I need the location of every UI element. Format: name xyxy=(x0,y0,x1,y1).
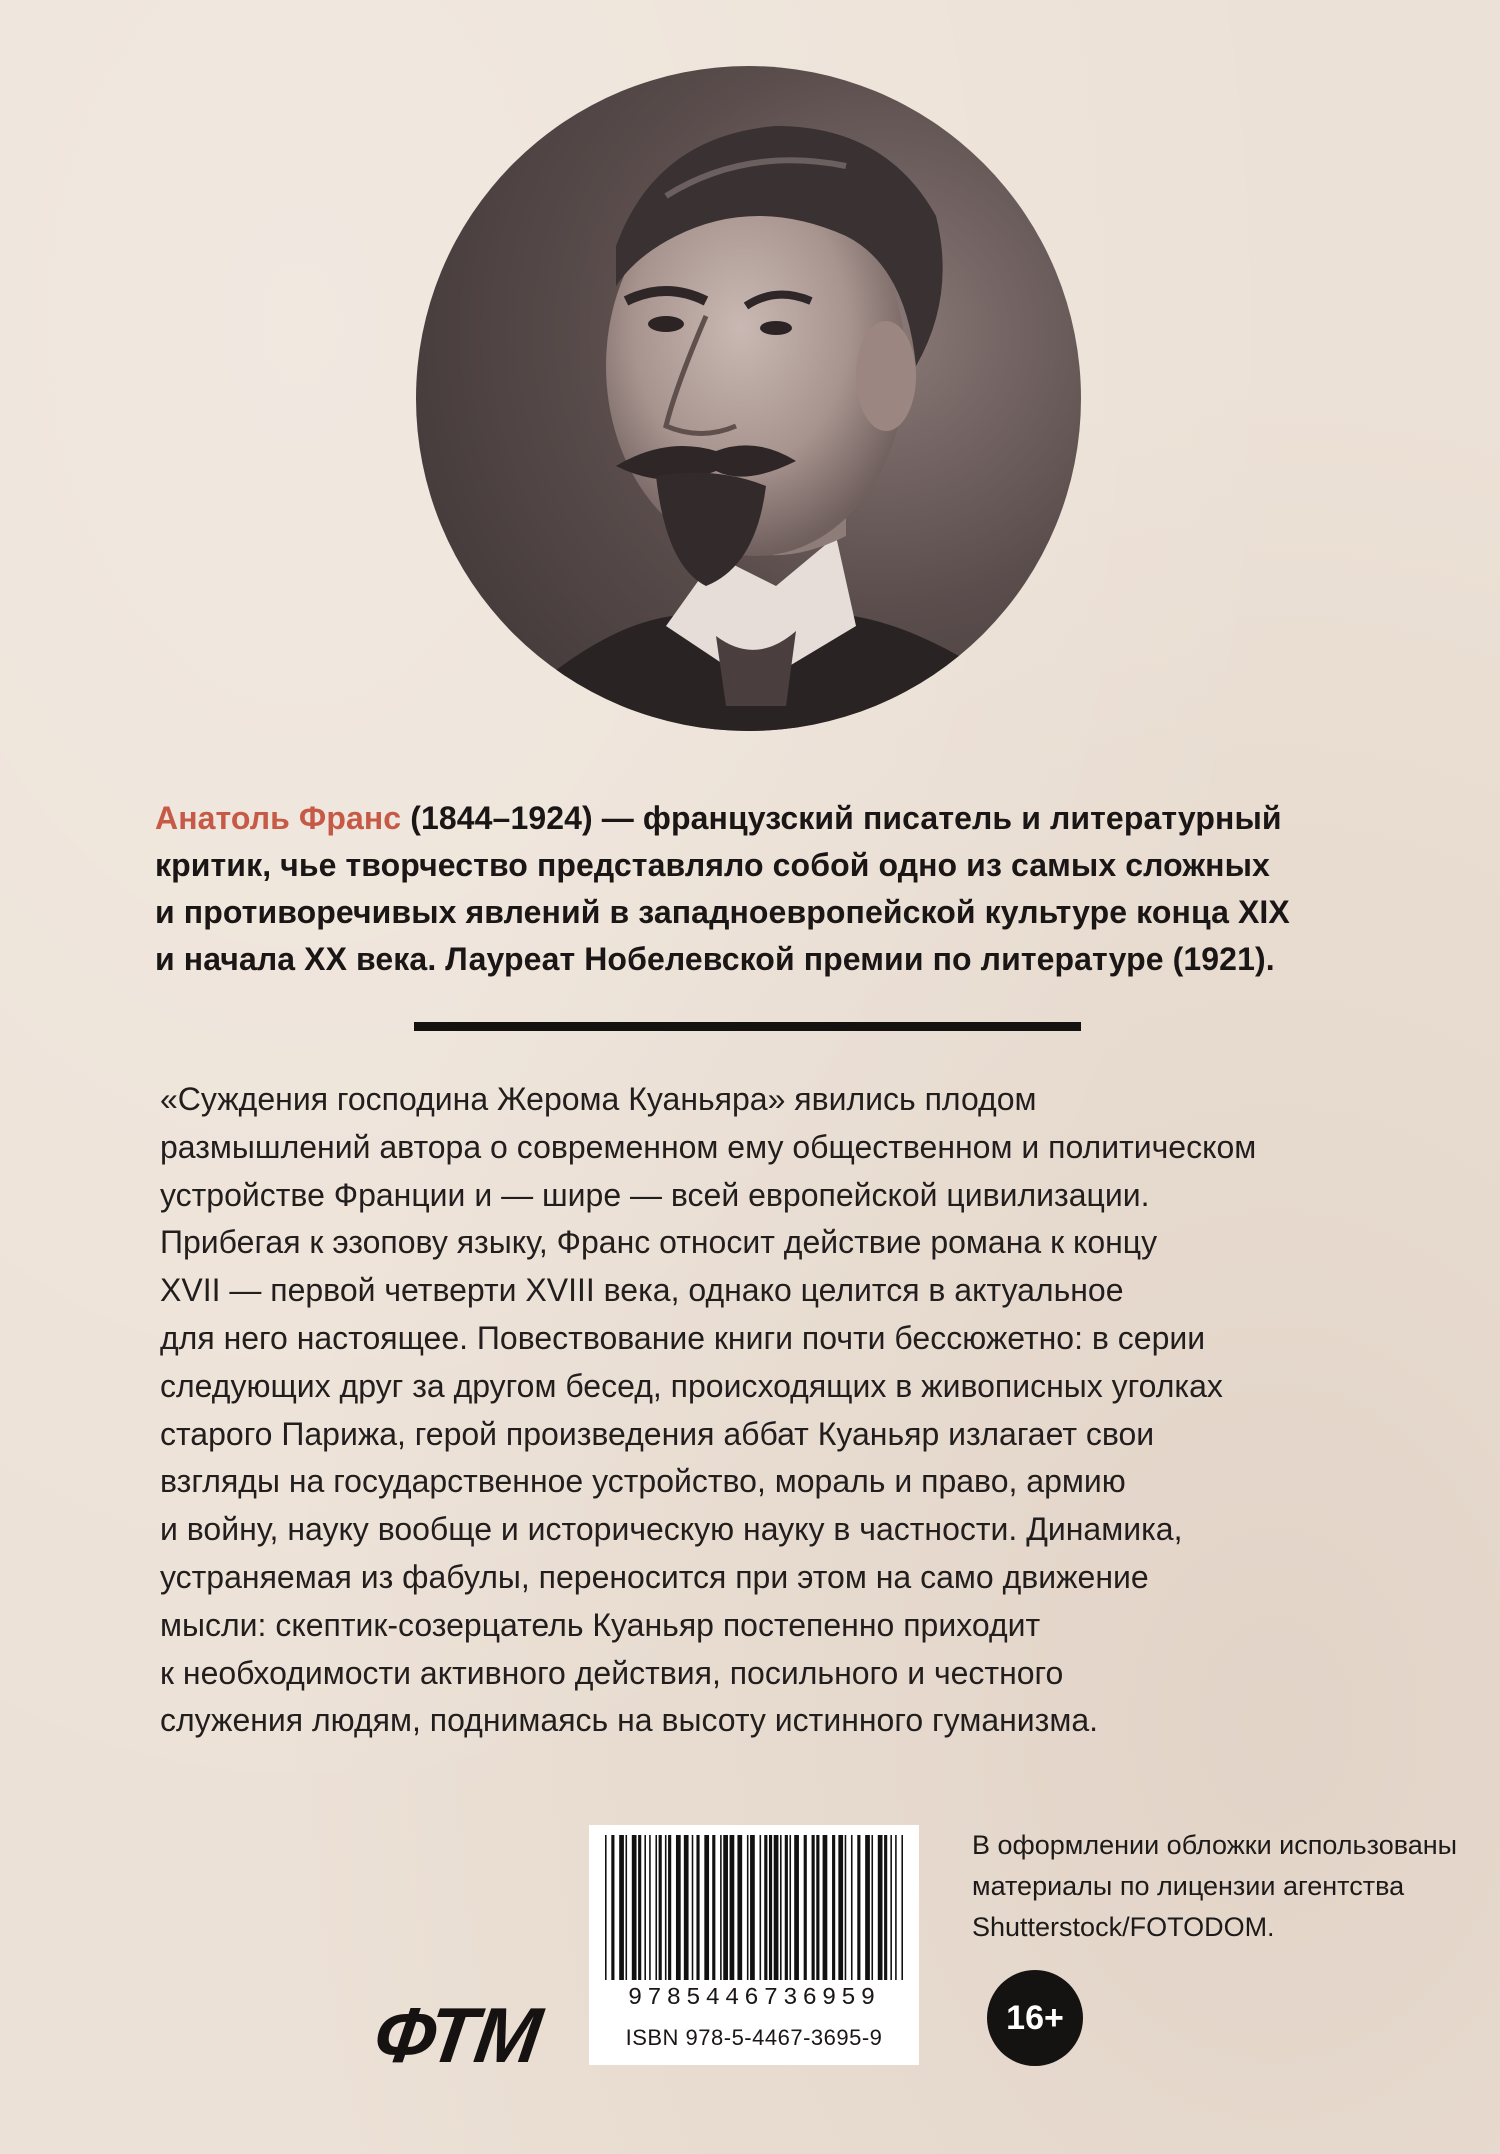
barcode-bar xyxy=(712,1835,715,1980)
barcode-bar xyxy=(785,1835,788,1980)
annotation-line: размышлений автора о современном ему общественном и политическом xyxy=(160,1128,1257,1165)
barcode-bar xyxy=(789,1835,791,1980)
barcode-bar xyxy=(823,1835,828,1980)
barcode-bar xyxy=(638,1835,641,1980)
barcode-bar xyxy=(696,1835,699,1980)
barcode-bar xyxy=(684,1835,689,1980)
credits-line: В оформлении обложки использованы xyxy=(972,1830,1458,1860)
barcode-bar xyxy=(692,1835,694,1980)
publisher-logo: ФТМ xyxy=(368,1991,545,2079)
barcode-bar xyxy=(845,1835,847,1980)
barcode-bar xyxy=(794,1835,799,1980)
barcode-bar xyxy=(665,1835,667,1980)
bio-line: и противоречивых явлений в западноевропейской культуре конца XIX xyxy=(155,894,1290,930)
annotation-line: к необходимости активного действия, посильного и честного xyxy=(160,1654,1064,1691)
cover-credits xyxy=(972,1825,1472,1948)
annotation-line: «Суждения господина Жерома Куаньяра» явились плодом xyxy=(160,1081,1037,1117)
barcode-bar xyxy=(750,1835,755,1980)
barcode-bar xyxy=(769,1835,772,1980)
annotation-line: старого Парижа, герой произведения аббат Куаньяр излагает свои xyxy=(160,1415,1155,1452)
barcode-bar xyxy=(865,1835,870,1980)
annotation-line: устраняемая из фабулы, переносится при этом на само движение xyxy=(160,1558,1149,1595)
barcode-bar xyxy=(704,1835,709,1980)
barcode-panel xyxy=(589,1825,919,2065)
barcode-bar xyxy=(723,1835,728,1980)
author-bio xyxy=(155,795,1385,983)
barcode-bar xyxy=(668,1835,671,1980)
author-name: Анатоль Франс xyxy=(155,800,402,836)
barcode-bar xyxy=(832,1835,835,1980)
barcode-bar xyxy=(780,1835,782,1980)
barcode-bar xyxy=(644,1835,646,1980)
credits-line: Shutterstock/FOTODOM. xyxy=(972,1912,1275,1942)
barcode-bar xyxy=(747,1835,749,1980)
barcode-bar xyxy=(737,1835,742,1980)
barcode-bar xyxy=(884,1835,887,1980)
annotation-line: взгляды на государственное устройство, мораль и право, армию xyxy=(160,1463,1126,1500)
annotation-line: и войну, науку вообще и историческую науку в частности. Динамика, xyxy=(160,1511,1183,1548)
barcode-bar xyxy=(764,1835,767,1980)
barcode-bar xyxy=(895,1835,897,1980)
barcode-bar xyxy=(611,1835,614,1980)
barcode-bar xyxy=(857,1835,860,1980)
section-divider xyxy=(414,1022,1081,1031)
barcode-bar xyxy=(804,1835,807,1980)
author-portrait xyxy=(416,66,1081,731)
barcode-bar xyxy=(871,1835,873,1980)
barcode-digits: 9785446736959 xyxy=(627,1985,881,2012)
barcode xyxy=(603,1835,905,1980)
barcode-bar xyxy=(851,1835,853,1980)
barcode-bar xyxy=(760,1835,762,1980)
annotation-line: Прибегая к эзопову языку, Франс относит действие романа к концу xyxy=(160,1224,1158,1261)
annotation-line: служения людям, поднимаясь на высоту истинного гуманизма. xyxy=(160,1702,1099,1739)
portrait-illustration xyxy=(416,66,1081,731)
bio-line: и начала XX века. Лауреат Нобелевской премии по литературе (1921). xyxy=(155,941,1275,977)
book-annotation xyxy=(160,1076,1460,1745)
barcode-bar xyxy=(812,1835,815,1980)
barcode-bar xyxy=(890,1835,892,1980)
bio-line: критик, чье творчество представляло собой одно из самых сложных xyxy=(155,847,1270,883)
annotation-line: для него настоящее. Повествование книги почти бессюжетно: в серии xyxy=(160,1319,1206,1356)
barcode-bar xyxy=(655,1835,657,1980)
barcode-bar xyxy=(605,1835,607,1980)
annotation-line: следующих друг за другом бесед, происходящих в живописных уголках xyxy=(160,1367,1223,1404)
barcode-bar xyxy=(901,1835,903,1980)
barcode-bar xyxy=(816,1835,819,1980)
barcode-bar xyxy=(774,1835,779,1980)
annotation-line: мысли: скептик-созерцатель Куаньяр постепенно приходит xyxy=(160,1606,1041,1643)
barcode-bar xyxy=(649,1835,651,1980)
isbn-text: ISBN 978-5-4467-3695-9 xyxy=(625,2025,883,2050)
annotation-line: XVII — первой четверти XVIII века, однако целится в актуальное xyxy=(160,1272,1124,1309)
annotation-line: устройстве Франции и — шире — всей европейской цивилизации. xyxy=(160,1176,1150,1213)
barcode-bar xyxy=(838,1835,843,1980)
age-rating-badge: 16+ xyxy=(987,1970,1083,2066)
barcode-bar xyxy=(730,1835,735,1980)
barcode-bar xyxy=(619,1835,624,1980)
barcode-bar xyxy=(720,1835,722,1980)
barcode-bar xyxy=(676,1835,681,1980)
barcode-bar xyxy=(878,1835,883,1980)
barcode-bar xyxy=(632,1835,637,1980)
barcode-bar xyxy=(659,1835,662,1980)
barcode-bar xyxy=(625,1835,627,1980)
bio-line: (1844–1924) — французский писатель и литературный xyxy=(401,800,1282,836)
credits-line: материалы по лицензии агентства xyxy=(972,1871,1405,1901)
